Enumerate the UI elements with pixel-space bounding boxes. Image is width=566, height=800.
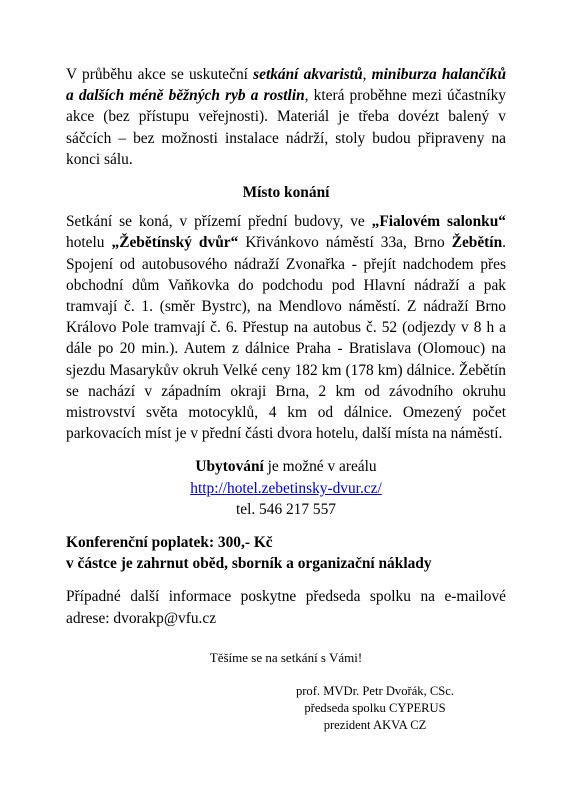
signature-block — [280, 683, 470, 734]
fee-line-2: v částce je zahrnut oběd, sborník a organizační náklady — [66, 555, 432, 573]
intro-text-2: , — [362, 66, 372, 83]
venue-heading: Místo konání — [242, 184, 330, 202]
hotel-phone: tel. 546 217 557 — [235, 500, 337, 518]
venue-paragraph — [66, 211, 506, 444]
intro-text-1: V průběhu akce se uskuteční — [66, 66, 254, 83]
intro-emphasis-miniburza: miniburza halančíků a dalších méně běžných ryb a rostlin — [66, 66, 507, 105]
accommodation-text: je možné v areálu — [263, 458, 377, 476]
intro-text-3: , která proběhne mezi účastníky akce (bez přístupu veřejnosti). Materiál je třeba dovézt balený v sáčcích – bez možnosti instalace nádrží, stoly budou připraveny na konci sálu. — [66, 87, 506, 168]
venue-district: Žebětín — [451, 234, 503, 252]
venue-salon-name: „Fialovém salonku“ — [371, 213, 506, 231]
signature-name: prof. MVDr. Petr Dvořák, CSc. — [295, 684, 455, 698]
venue-directions: . Spojení od autobusového nádraží Zvonařka - přejít nadchodem přes obchodní dům Vaňkovka do podchodu pod Hlavní nádraží a pak tramvají č. 1. (směr Bystrc), na Mendlovo náměstí. Z nádraží Brno Královo Pole tramvají č. 6. Přestup na autobus č. 52 (odjezdy v 8 h a dále po 20 min.). Autem z dálnice Praha - Bratislava (Olomouc) na sjezdu Masarykův okruh Velké ceny 182 km (178 km) dálnice. Žebětín se nachází v západním okraji Brna, 2 km od závodního okruhu mistrovství světa motocyklů, 4 km od dálnice. Omezený počet parkovacích míst je v přední části dvora hotelu, další místa na náměstí. — [66, 234, 506, 443]
accommodation-line — [66, 456, 506, 477]
document-body — [66, 64, 506, 668]
intro-paragraph — [66, 64, 506, 170]
info-paragraph: Případné další informace poskytne předseda spolku na e-mailové adrese: dvorakp@vfu.cz — [66, 588, 506, 627]
hotel-link[interactable]: http://hotel.zebetinsky-dvur.cz/ — [190, 479, 382, 497]
venue-text-2: hotelu — [66, 234, 112, 252]
accommodation-label: Ubytování — [195, 458, 264, 476]
venue-hotel-name: „Žebětínský dvůr“ — [111, 234, 239, 252]
hotel-link-line — [66, 478, 506, 499]
intro-emphasis-aquarists: setkání akvaristů — [253, 66, 363, 83]
fee-line-1: Konferenční poplatek: 300,- Kč — [66, 534, 273, 552]
signature-role-2: prezident AKVA CZ — [323, 718, 427, 732]
venue-text-1: Setkání se koná, v přízemí přední budovy, ve — [66, 213, 372, 231]
closing-line: Těšíme se na setkání s Vámi! — [209, 649, 363, 665]
venue-address: Křivánkovo náměstí 33a, Brno — [238, 234, 452, 252]
signature-role-1: předseda spolku CYPERUS — [304, 701, 446, 715]
